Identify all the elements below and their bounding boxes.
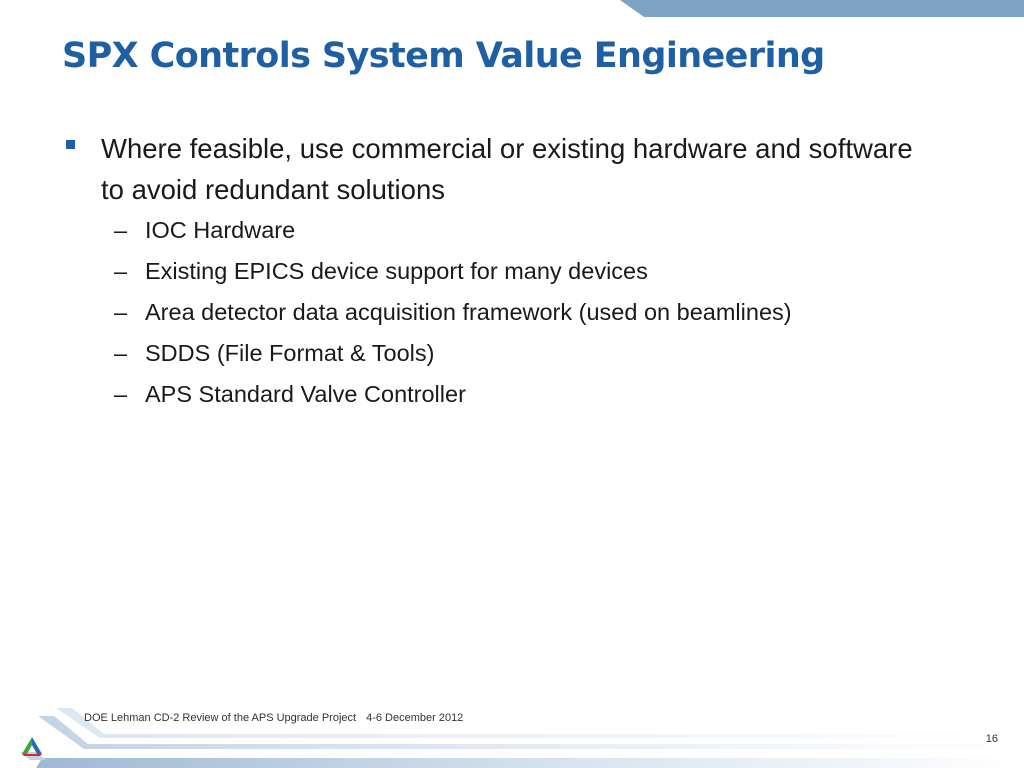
- dash-bullet-icon: –: [114, 299, 128, 325]
- sub-bullet-item: [60, 251, 940, 292]
- sub-bullet-text: Area detector data acquisition framework (used on beamlines): [145, 299, 792, 325]
- footer-text: [84, 712, 463, 724]
- slide-body: [60, 128, 940, 415]
- sub-bullet-item: [60, 210, 940, 251]
- sub-bullet-text: APS Standard Valve Controller: [145, 381, 466, 407]
- main-bullet: [60, 128, 940, 210]
- sub-bullet-item: [60, 292, 940, 333]
- main-bullet-text: Where feasible, use commercial or existing hardware and software to avoid redundant solutions: [101, 133, 913, 205]
- sub-bullet-text: Existing EPICS device support for many devices: [145, 258, 648, 284]
- dash-bullet-icon: –: [114, 258, 128, 284]
- top-banner: [0, 0, 1024, 20]
- sub-bullet-text: SDDS (File Format & Tools): [145, 340, 435, 366]
- dash-bullet-icon: –: [114, 217, 128, 243]
- footer-decoration: [0, 700, 1024, 768]
- sub-bullet-list: [60, 210, 940, 415]
- slide-title: SPX Controls System Value Engineering: [62, 36, 825, 76]
- page-number: 16: [985, 733, 998, 745]
- square-bullet-icon: [66, 140, 75, 149]
- dash-bullet-icon: –: [114, 381, 128, 407]
- dash-bullet-icon: –: [114, 340, 128, 366]
- sub-bullet-text: IOC Hardware: [145, 217, 296, 243]
- argonne-logo-icon: [21, 736, 43, 756]
- sub-bullet-item: [60, 333, 940, 374]
- sub-bullet-item: [60, 374, 940, 415]
- footer-review-title: DOE Lehman CD-2 Review of the APS Upgrade Project: [84, 712, 357, 724]
- footer-date: 4-6 December 2012: [366, 712, 464, 724]
